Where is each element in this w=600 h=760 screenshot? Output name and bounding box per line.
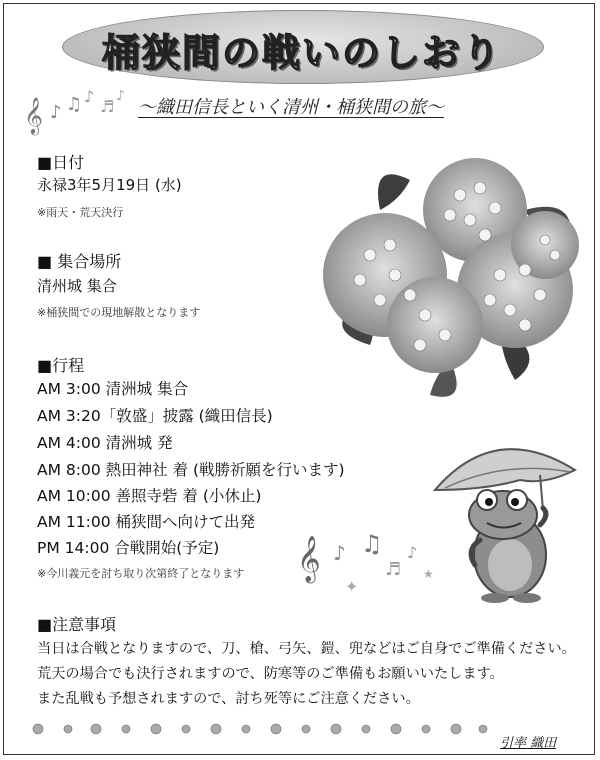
svg-text:♬: ♬: [100, 97, 115, 116]
svg-text:♪: ♪: [333, 541, 346, 565]
itinerary-item: AM 4:00 清洲城 発: [37, 434, 173, 452]
page-subtitle: ～織田信長といく清州・桶狭間の旅～: [138, 97, 444, 118]
itinerary-heading: ■行程: [37, 356, 85, 375]
music-notes-icon: [22, 88, 132, 138]
svg-text:♬: ♬: [385, 559, 402, 580]
meeting-value: 清州城 集合: [37, 277, 117, 295]
notes-heading: ■注意事項: [37, 615, 117, 634]
meeting-note: ※桶狭間での現地解散となります: [37, 306, 201, 319]
date-heading: ■日付: [37, 153, 85, 172]
svg-text:♪: ♪: [116, 88, 125, 104]
hydrangea-icon: [300, 140, 592, 410]
svg-text:♪: ♪: [50, 102, 62, 123]
flower-border-icon: [28, 719, 488, 739]
itinerary-item: PM 14:00 合戦開始(予定): [37, 539, 220, 557]
itinerary-item: AM 3:20「敦盛」披露 (織田信長): [37, 407, 273, 425]
notes-line: 当日は合戦となりますので、刀、槍、弓矢、鎧、兜などはご自身でご準備ください。: [37, 641, 576, 657]
svg-text:♫: ♫: [361, 530, 383, 558]
svg-text:♪: ♪: [407, 543, 418, 562]
svg-text:✦: ✦: [345, 577, 359, 596]
svg-text:♫: ♫: [66, 94, 83, 115]
svg-text:𝄞: 𝄞: [297, 536, 321, 582]
date-value: 永禄3年5月19日 (水): [37, 176, 182, 194]
notes-line: 荒天の場合でも決行されますので、防寒等のご準備もお願いいたします。: [37, 666, 504, 682]
page-title: 桶狭間の戦いのしおり: [101, 31, 502, 75]
signature: 引率 織田: [500, 736, 557, 751]
frog-with-leaf-icon: [425, 430, 585, 605]
svg-text:★: ★: [423, 567, 434, 581]
itinerary-item: AM 11:00 桶狭間へ向けて出発: [37, 513, 255, 531]
svg-text:♪: ♪: [84, 88, 95, 106]
date-note: ※雨天・荒天決行: [37, 206, 124, 219]
itinerary-note: ※今川義元を討ち取り次第終了となります: [37, 567, 245, 580]
notes-line: また乱戦も予想されますので、討ち死等にご注意ください。: [37, 691, 420, 707]
meeting-heading: ■ 集合場所: [37, 252, 122, 271]
music-notes-icon: [295, 520, 445, 600]
itinerary-item: AM 3:00 清洲城 集合: [37, 380, 189, 398]
svg-text:𝄞: 𝄞: [24, 96, 43, 134]
itinerary-item: AM 8:00 熱田神社 着 (戦勝祈願を行います): [37, 461, 345, 479]
itinerary-item: AM 10:00 善照寺砦 着 (小休止): [37, 487, 262, 505]
